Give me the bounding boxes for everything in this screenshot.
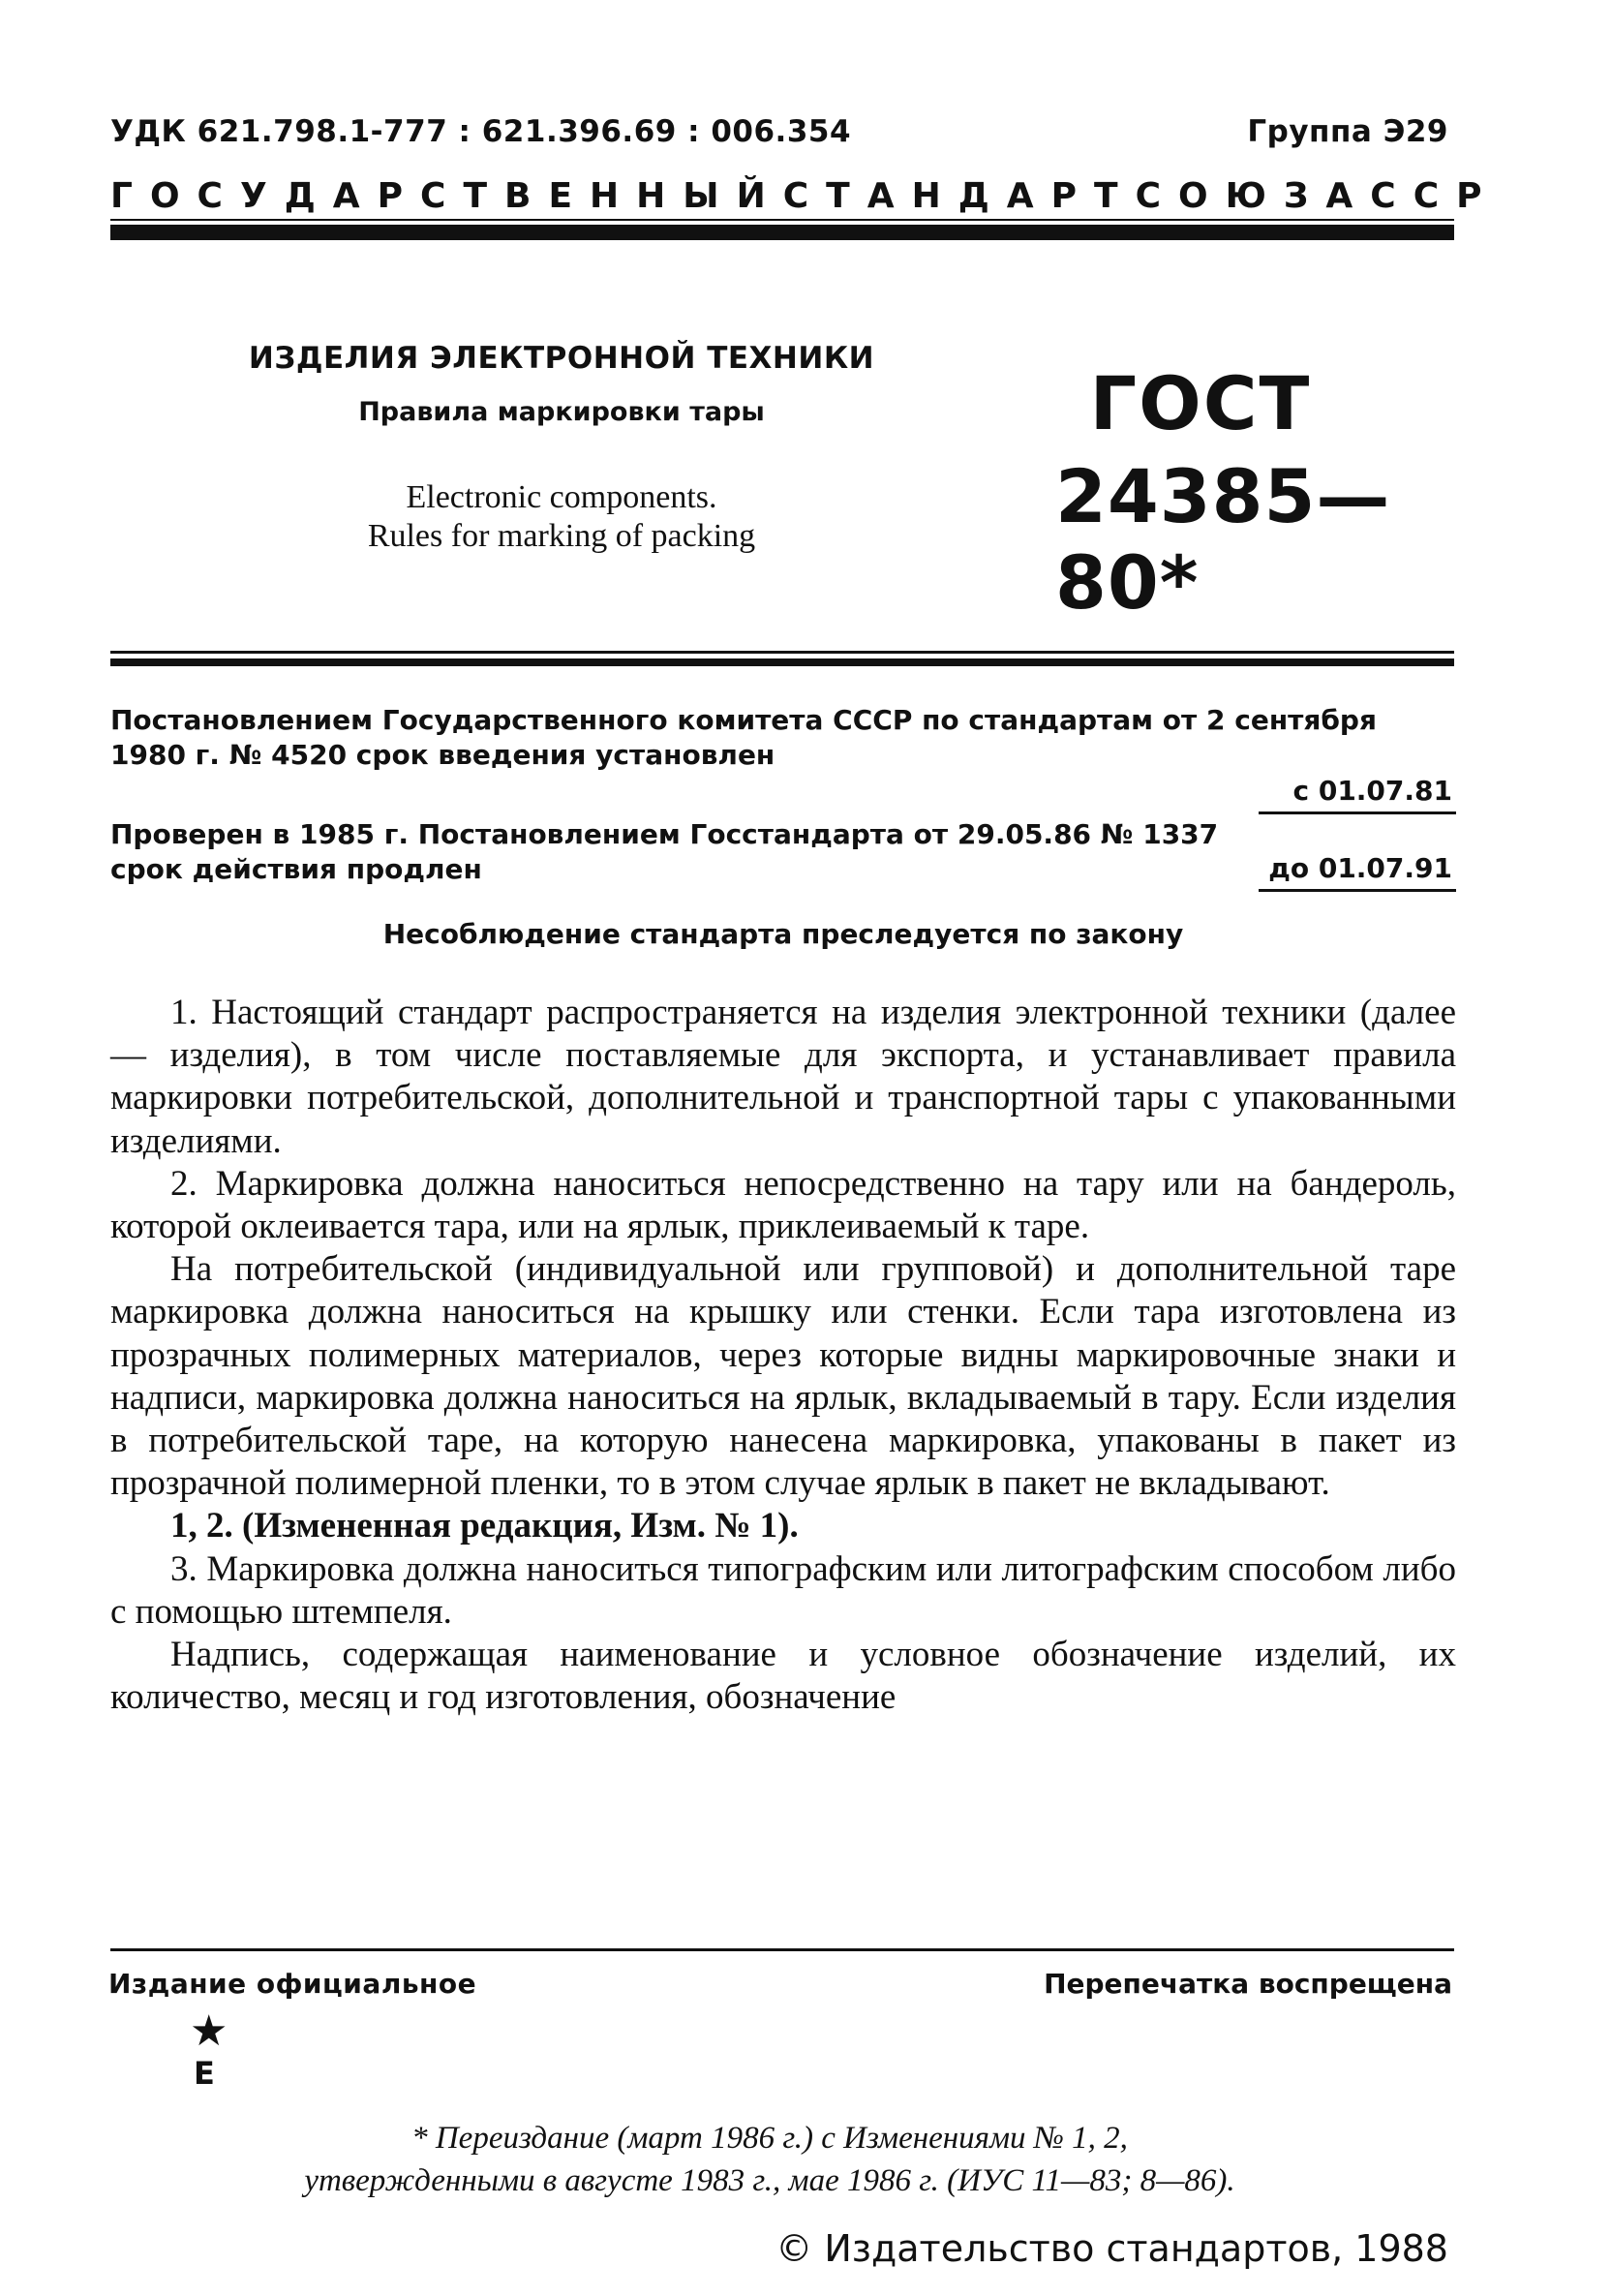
amendment-text: 1, 2. (Измененная редакция, Изм. № 1). bbox=[170, 1506, 799, 1546]
paragraph-amendment bbox=[110, 1505, 1456, 1547]
reprint-notice: Перепечатка воспрещена bbox=[1044, 1968, 1452, 2000]
banner-word-2: СТАНДАРТ bbox=[782, 176, 1136, 216]
checked-text: Проверен в 1985 г. Постановлением Госстандарта от 29.05.86 № 1337 срок действия продлен bbox=[110, 818, 1219, 885]
title-russian: ИЗДЕЛИЯ ЭЛЕКТРОННОЙ ТЕХНИКИ bbox=[248, 341, 875, 376]
title-english bbox=[194, 478, 929, 556]
title-rule-thin bbox=[110, 651, 1454, 654]
date-from: с 01.07.81 bbox=[1292, 775, 1452, 807]
footer-rule bbox=[110, 1948, 1454, 1951]
e-mark: Е bbox=[194, 2055, 215, 2092]
gost-number: 24385—80* bbox=[1055, 453, 1391, 626]
reissue-line-2: утвержденными в августе 1983 г., мае 1986 г. (ИУС 11—83; 8—86). bbox=[304, 2163, 1235, 2198]
paragraph-5: 3. Маркировка должна наноситься типографским или литографским способом либо с помощью штемпеля. bbox=[110, 1548, 1456, 1632]
date-from-underline bbox=[1259, 811, 1456, 814]
header-rule-thin bbox=[110, 219, 1454, 221]
decree-text: Постановлением Государственного комитета СССР по стандартам от 2 сентября 1980 г. № 4520 срок введения установлен bbox=[110, 704, 1377, 771]
title-rule-thick bbox=[110, 658, 1454, 666]
state-standard-banner bbox=[110, 176, 1500, 216]
paragraph-6: Надпись, содержащая наименование и условное обозначение изделий, их количество, месяц и год изготовления, обозначение bbox=[110, 1635, 1456, 1718]
edition-label: Издание официальное bbox=[108, 1968, 477, 2000]
banner-word-3: СОЮЗА bbox=[1135, 176, 1371, 216]
body-text bbox=[110, 992, 1456, 1719]
gost-label: ГОСТ bbox=[1089, 360, 1312, 446]
copyright: © Издательство стандартов, 1988 bbox=[775, 2227, 1448, 2270]
paragraph-1: 1. Настоящий стандарт распространяется на изделия электронной техники (далее — изделия), в том числе поставляемые для экспорта, и устанавливает правила маркировки потребительской, дополнительной и транспортной тары с упакованными изделиями. bbox=[110, 993, 1456, 1161]
paragraph-3: На потребительской (индивидуальной или групповой) и дополнительной таре маркировка должна наноситься на крышку или стенки. Если тара изготовлена из прозрачных полимерных материалов, через которые видны маркировочные знаки и надписи, маркировка должна наноситься на ярлык, вкладываемый в тару. Если изделия в потребительской таре, на которую нанесена маркировка, упакованы в пакет из прозрачной полимерной пленки, то в этом случае ярлык в пакет не вкладывают. bbox=[110, 1249, 1456, 1504]
udk-code: УДК 621.798.1-777 : 621.396.69 : 006.354 bbox=[110, 114, 852, 149]
title-english-line-1: Electronic components. bbox=[406, 479, 717, 515]
group-code: Группа Э29 bbox=[1247, 114, 1448, 149]
reissue-note bbox=[145, 2117, 1394, 2202]
date-to: до 01.07.91 bbox=[1268, 852, 1452, 884]
star-icon: ★ bbox=[190, 2006, 228, 2056]
banner-word-4: ССР bbox=[1370, 176, 1500, 216]
paragraph-2: 2. Маркировка должна наноситься непосредственно на тару или на бандероль, которой оклеивается тара, или на ярлык, приклеиваемый к таре. bbox=[110, 1163, 1456, 1247]
banner-word-1: ГОСУДАРСТВЕННЫЙ bbox=[110, 176, 783, 216]
reissue-line-1: * Переиздание (март 1986 г.) с Изменениями № 1, 2, bbox=[411, 2121, 1128, 2156]
violation-notice: Несоблюдение стандарта преследуется по закону bbox=[382, 918, 1184, 950]
date-to-underline bbox=[1259, 889, 1456, 892]
header-rule-thick bbox=[110, 225, 1454, 240]
title-english-line-2: Rules for marking of packing bbox=[367, 518, 756, 554]
subtitle-russian: Правила маркировки тары bbox=[358, 397, 765, 427]
